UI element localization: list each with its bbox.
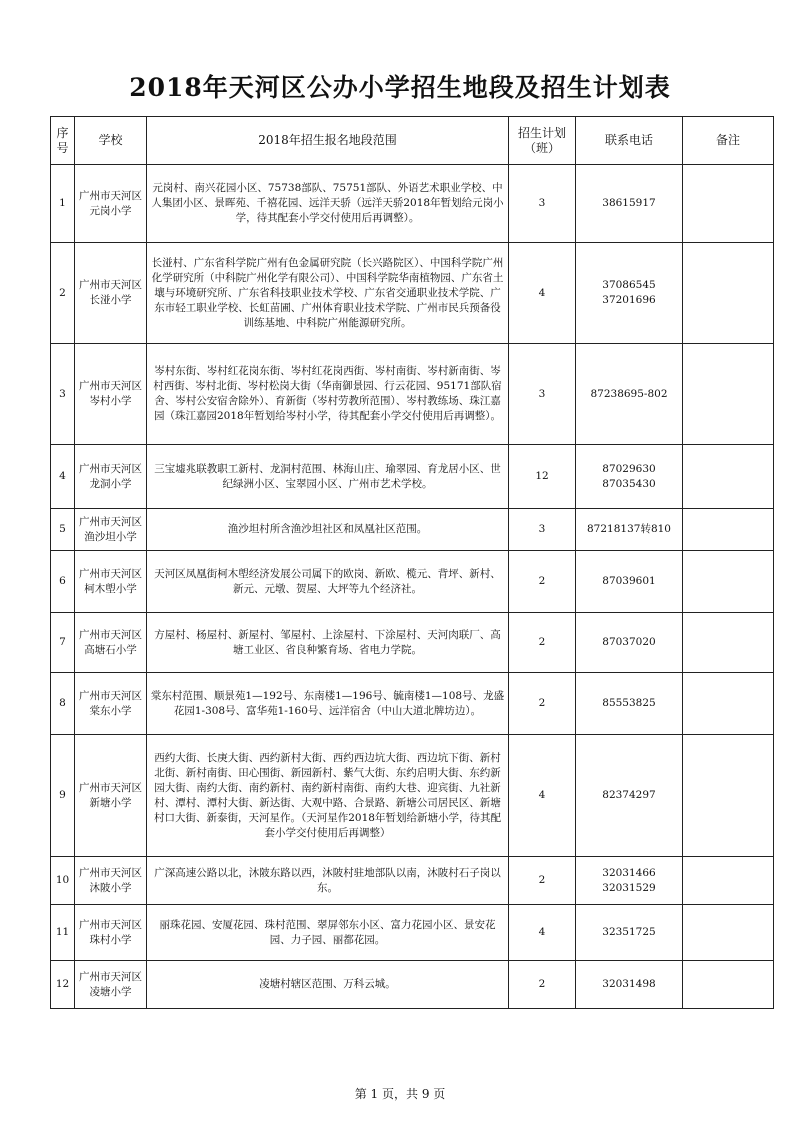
row-area: 渔沙坦村所含渔沙坦社区和凤凰社区范围。 xyxy=(147,509,509,551)
row-note xyxy=(683,243,774,344)
row-area: 丽珠花园、安厦花园、珠村范围、翠屏邻东小区、富力花园小区、景安花园、力子园、丽都花园。 xyxy=(147,905,509,961)
row-school: 广州市天河区元岗小学 xyxy=(75,165,147,243)
header-school: 学校 xyxy=(75,117,147,165)
row-note xyxy=(683,857,774,905)
table-row xyxy=(51,243,774,344)
table-header-row xyxy=(51,117,774,165)
row-area: 西约大街、长庚大街、西约新村大街、西约西边坑大街、西边坑下街、新村北街、新村南街、田心围街、新园新村、紫气大街、东约启明大街、东约新园大街、南约大街、南约新村、南约新村南街、南约大巷、迎宾街、九社新村、潭村、潭村大街、新达街、大观中路、合景路、新塘公司居民区、新塘村口大街、新泰街，天河星作。（天河星作2018年暂划给新塘小学，待其配套小学交付使用后再调整） xyxy=(147,735,509,857)
row-school: 广州市天河区凌塘小学 xyxy=(75,961,147,1009)
row-school: 广州市天河区高塘石小学 xyxy=(75,613,147,673)
row-note xyxy=(683,165,774,243)
table-row xyxy=(51,344,774,445)
row-plan: 3 xyxy=(509,165,576,243)
row-school: 广州市天河区渔沙坦小学 xyxy=(75,509,147,551)
header-area: 2018年招生报名地段范围 xyxy=(147,117,509,165)
row-note xyxy=(683,551,774,613)
row-note xyxy=(683,673,774,735)
row-note xyxy=(683,905,774,961)
row-school: 广州市天河区岑村小学 xyxy=(75,344,147,445)
row-area: 岑村东街、岑村红花岗东街、岑村红花岗西街、岑村南街、岑村新南街、岑村西街、岑村北街、岑村松岗大街（华南御景园、行云花园、95171部队宿舍、岑村公安宿舍除外）、育新街（岑村劳教所范围）、岑村教练场、珠江嘉园（珠江嘉园2018年暂划给岑村小学，待其配套小学交付使用后再调整）。 xyxy=(147,344,509,445)
header-plan: 招生计划（班） xyxy=(509,117,576,165)
table-row xyxy=(51,961,774,1009)
row-phone: 38615917 xyxy=(576,165,683,243)
row-seq: 12 xyxy=(51,961,75,1009)
row-seq: 4 xyxy=(51,445,75,509)
row-phone: 82374297 xyxy=(576,735,683,857)
table-row xyxy=(51,673,774,735)
row-school: 广州市天河区柯木塱小学 xyxy=(75,551,147,613)
row-note xyxy=(683,445,774,509)
row-plan: 2 xyxy=(509,857,576,905)
table-row xyxy=(51,551,774,613)
table-row xyxy=(51,613,774,673)
table-row xyxy=(51,905,774,961)
row-plan: 4 xyxy=(509,905,576,961)
row-phone: 32351725 xyxy=(576,905,683,961)
row-area: 方屋村、杨屋村、新屋村、邹屋村、上涂屋村、下涂屋村、天河肉联厂、高塘工业区、省良种繁育场、省电力学院。 xyxy=(147,613,509,673)
row-note xyxy=(683,344,774,445)
row-phone: 87037020 xyxy=(576,613,683,673)
row-seq: 2 xyxy=(51,243,75,344)
row-school: 广州市天河区珠村小学 xyxy=(75,905,147,961)
row-seq: 3 xyxy=(51,344,75,445)
header-note: 备注 xyxy=(683,117,774,165)
row-area: 棠东村范围、顺景苑1—192号、东南楼1—196号、毓南楼1—108号、龙盛花园1-308号、富华苑1-160号、远洋宿舍（中山大道北牌坊边）。 xyxy=(147,673,509,735)
row-plan: 2 xyxy=(509,961,576,1009)
row-seq: 6 xyxy=(51,551,75,613)
row-seq: 11 xyxy=(51,905,75,961)
row-note xyxy=(683,735,774,857)
row-plan: 3 xyxy=(509,509,576,551)
row-plan: 12 xyxy=(509,445,576,509)
row-school: 广州市天河区龙洞小学 xyxy=(75,445,147,509)
row-school: 广州市天河区新塘小学 xyxy=(75,735,147,857)
row-area: 天河区凤凰街柯木塱经济发展公司属下的欧岗、新欧、榄元、背坪、新村、新元、元墩、贺屋、大坪等九个经济社。 xyxy=(147,551,509,613)
row-school: 广州市天河区沐陂小学 xyxy=(75,857,147,905)
header-seq: 序号 xyxy=(51,117,75,165)
table-row xyxy=(51,509,774,551)
row-plan: 2 xyxy=(509,613,576,673)
enrollment-table xyxy=(50,116,774,1009)
row-area: 元岗村、南兴花园小区、75738部队、75751部队、外语艺术职业学校、中人集团小区、景晖苑、千禧花园、远洋天骄（远洋天骄2018年暂划给元岗小学，待其配套小学交付使用后再调整）。 xyxy=(147,165,509,243)
table-row xyxy=(51,857,774,905)
row-seq: 5 xyxy=(51,509,75,551)
row-area: 凌塘村辖区范围、万科云城。 xyxy=(147,961,509,1009)
row-seq: 9 xyxy=(51,735,75,857)
row-plan: 4 xyxy=(509,735,576,857)
row-plan: 4 xyxy=(509,243,576,344)
row-plan: 2 xyxy=(509,673,576,735)
row-note xyxy=(683,613,774,673)
table-row xyxy=(51,735,774,857)
row-seq: 8 xyxy=(51,673,75,735)
row-phone: 87238695-802 xyxy=(576,344,683,445)
row-school: 广州市天河区长湴小学 xyxy=(75,243,147,344)
page-title: 2018年天河区公办小学招生地段及招生计划表 xyxy=(129,73,671,102)
row-area: 三宝墟兆联教职工新村、龙洞村范围、林海山庄、瑜翠园、育龙居小区、世纪绿洲小区、宝翠园小区、广州市艺术学校。 xyxy=(147,445,509,509)
row-note xyxy=(683,961,774,1009)
row-phone: 87029630 87035430 xyxy=(576,445,683,509)
row-phone: 87039601 xyxy=(576,551,683,613)
row-note xyxy=(683,509,774,551)
page-footer: 第 1 页，共 9 页 xyxy=(354,1087,446,1101)
row-school: 广州市天河区棠东小学 xyxy=(75,673,147,735)
row-plan: 3 xyxy=(509,344,576,445)
row-seq: 7 xyxy=(51,613,75,673)
row-area: 长湴村、广东省科学院广州有色金属研究院（长兴路院区）、中国科学院广州化学研究所（中科院广州化学有限公司）、中国科学院华南植物园、广东省土壤与环境研究所、广东省科技职业技术学校、广东省交通职业技术学院、广东市轻工职业学校、长虹苗圃、广州体育职业技术学院、广州市民兵预备役训练基地、中科院广州能源研究所。 xyxy=(147,243,509,344)
row-phone: 87218137转810 xyxy=(576,509,683,551)
row-seq: 10 xyxy=(51,857,75,905)
table-row xyxy=(51,165,774,243)
row-phone: 32031498 xyxy=(576,961,683,1009)
row-plan: 2 xyxy=(509,551,576,613)
table-row xyxy=(51,445,774,509)
row-phone: 37086545 37201696 xyxy=(576,243,683,344)
row-phone: 85553825 xyxy=(576,673,683,735)
row-area: 广深高速公路以北，沐陂东路以西，沐陂村驻地部队以南，沐陂村石子岗以东。 xyxy=(147,857,509,905)
header-phone: 联系电话 xyxy=(576,117,683,165)
row-seq: 1 xyxy=(51,165,75,243)
row-phone: 32031466 32031529 xyxy=(576,857,683,905)
